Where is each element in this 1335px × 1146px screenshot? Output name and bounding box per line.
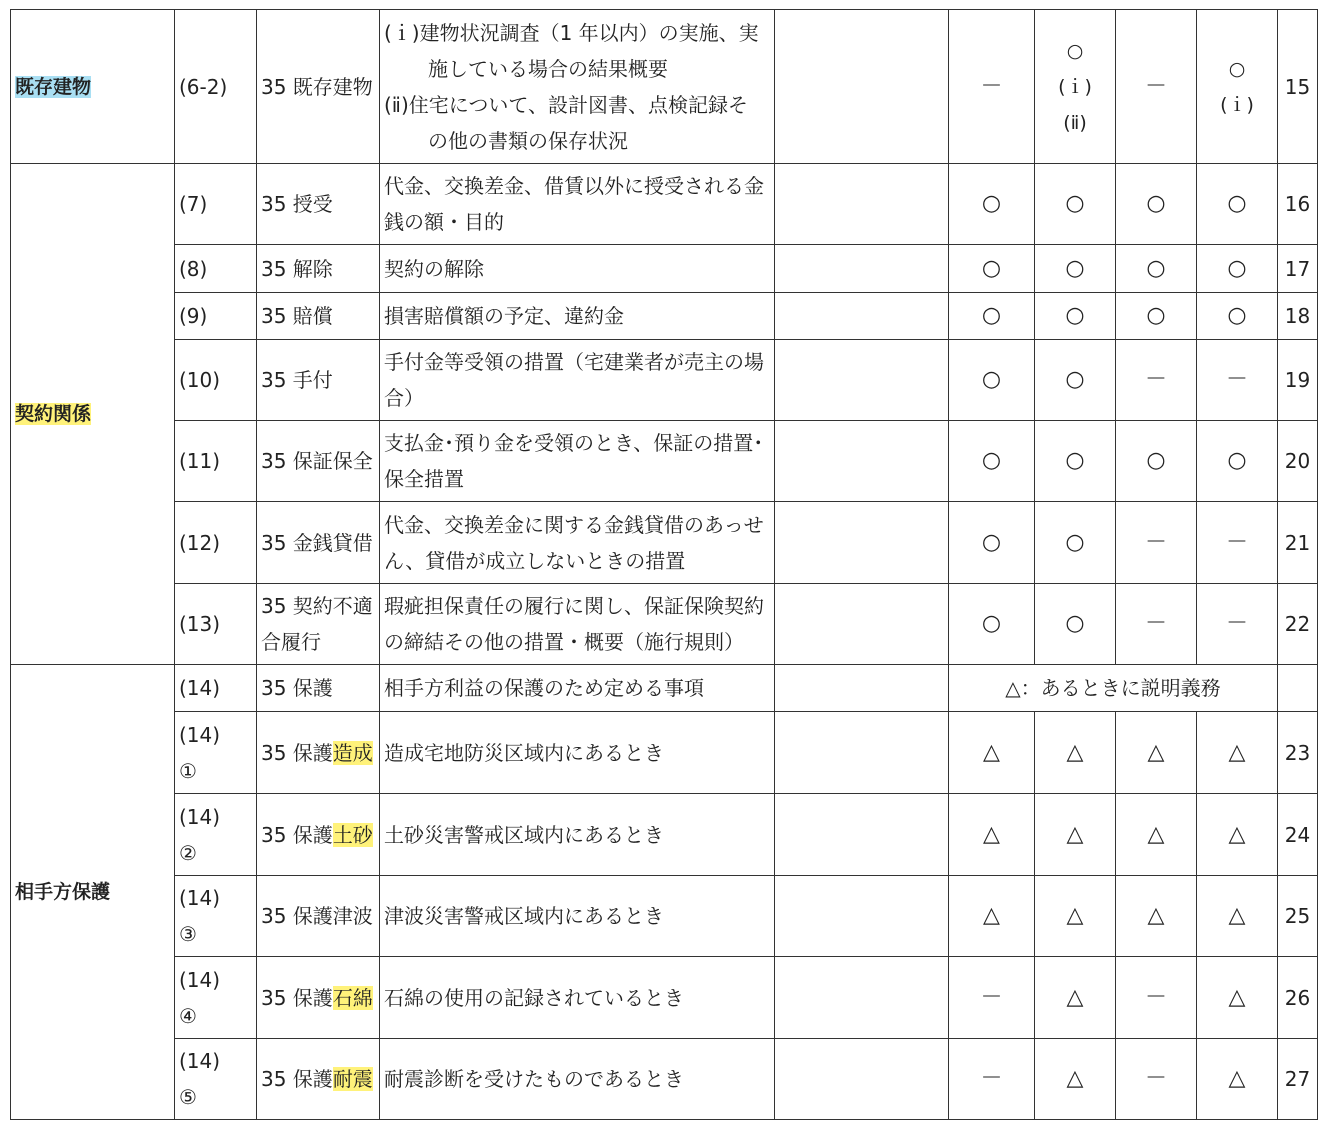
mark-cell: － xyxy=(1197,584,1278,665)
page-number: 21 xyxy=(1278,502,1318,584)
description-cell xyxy=(380,584,775,665)
page-number: 24 xyxy=(1278,794,1318,876)
description-cell xyxy=(380,876,775,957)
description-line: 土砂災害警戒区域内にあるとき xyxy=(384,822,664,847)
blank-cell xyxy=(775,502,949,584)
description-line: (ⅱ)住宅について、設計図書、点検記録そ xyxy=(384,92,748,117)
blank-cell xyxy=(775,584,949,665)
page-number: 27 xyxy=(1278,1039,1318,1120)
mark-cell xyxy=(1035,10,1116,164)
mark-cell: ○ xyxy=(1035,502,1116,584)
description-line: の締結その他の措置・概要（施行規則） xyxy=(384,630,744,654)
mark-cell: － xyxy=(1116,957,1197,1039)
article-highlight: 造成 xyxy=(332,740,373,765)
mark-cell: ○ xyxy=(949,421,1035,502)
mark-cell: － xyxy=(1116,340,1197,421)
article-cell: 35 保証保全 xyxy=(257,421,380,502)
mark-cell: － xyxy=(1197,340,1278,421)
mark-cell: △ xyxy=(1035,957,1116,1039)
mark-cell: △ xyxy=(1035,1039,1116,1120)
category-cell xyxy=(11,10,175,164)
item-number: (14) xyxy=(175,665,257,712)
article-prefix: 35 保護 xyxy=(261,985,333,1010)
description-cell xyxy=(380,293,775,340)
description-line: 手付金等受領の措置（宅建業者が売主の場 xyxy=(384,350,764,374)
table-row xyxy=(11,794,1318,876)
mark-cell: ○ xyxy=(1035,245,1116,293)
item-number: (11) xyxy=(175,421,257,502)
mark-cell: ○ xyxy=(949,502,1035,584)
description-line: の他の書類の保存状況 xyxy=(428,128,628,153)
table-row xyxy=(11,957,1318,1039)
table-row xyxy=(11,340,1318,421)
table-row xyxy=(11,421,1318,502)
item-number-sub: ④ xyxy=(179,1003,197,1028)
mark-cell: ○ xyxy=(1035,340,1116,421)
item-number-sub: ⑤ xyxy=(179,1085,197,1109)
category-label: 契約関係 xyxy=(15,403,92,425)
blank-cell xyxy=(775,665,949,712)
mark-cell: △ xyxy=(1116,794,1197,876)
description-cell xyxy=(380,957,775,1039)
item-number-sub: ③ xyxy=(179,922,197,946)
table-row xyxy=(11,502,1318,584)
article-cell: 35 手付 xyxy=(257,340,380,421)
blank-cell xyxy=(775,876,949,957)
mark-cell: △ xyxy=(1035,712,1116,794)
article-cell: 35 既存建物 xyxy=(257,10,380,164)
mark-cell: － xyxy=(1116,584,1197,665)
item-number: (12) xyxy=(175,502,257,584)
mark-cell: ○ xyxy=(949,164,1035,245)
table-row xyxy=(11,245,1318,293)
mark-cell: － xyxy=(1116,502,1197,584)
mark-cell: － xyxy=(1116,10,1197,164)
article-line: 合履行 xyxy=(261,630,321,654)
article-prefix: 35 保護 xyxy=(261,822,333,847)
category-cell xyxy=(11,665,175,1120)
mark-cell: △ xyxy=(1116,876,1197,957)
mark-cell: ○ xyxy=(949,584,1035,665)
item-number: (9) xyxy=(175,293,257,340)
item-number-sub: ① xyxy=(179,758,197,783)
description-line: 支払金･預り金を受領のとき、保証の措置･ xyxy=(384,431,764,455)
table-row xyxy=(11,1039,1318,1120)
mark-sub: (ｉ) xyxy=(1220,93,1254,116)
mark-cell: ○ xyxy=(949,245,1035,293)
description-line: 損害賠償額の予定、違約金 xyxy=(384,304,624,328)
mark-cell: △ xyxy=(1197,1039,1278,1120)
description-line: 耐震診断を受けたものであるとき xyxy=(384,1067,684,1091)
item-number xyxy=(175,957,257,1039)
mark-cell: △ xyxy=(1197,794,1278,876)
article-cell xyxy=(257,1039,380,1120)
mark-cell: △ xyxy=(1116,712,1197,794)
description-line: (ｉ)建物状況調査（1 年以内）の実施、実 xyxy=(384,20,759,45)
page-number: 23 xyxy=(1278,712,1318,794)
article-prefix: 35 保護 xyxy=(261,740,333,765)
table-row xyxy=(11,164,1318,245)
mark-cell: ○ xyxy=(1035,293,1116,340)
article-highlight: 土砂 xyxy=(332,822,373,847)
category-label: 相手方保護 xyxy=(15,881,111,903)
item-number-sub: ② xyxy=(179,840,197,865)
page-number: 15 xyxy=(1278,10,1318,164)
category-cell xyxy=(11,164,175,665)
item-number-main: (14) xyxy=(179,1049,221,1073)
mark-cell: ○ xyxy=(1116,245,1197,293)
description-line: 石綿の使用の記録されているとき xyxy=(384,985,684,1010)
article-cell xyxy=(257,584,380,665)
item-number-main: (14) xyxy=(179,967,221,992)
blank-cell xyxy=(775,794,949,876)
mark-sub: (ⅱ) xyxy=(1063,111,1087,134)
description-cell xyxy=(380,665,775,712)
mark-cell: － xyxy=(1116,1039,1197,1120)
mark-cell: ○ xyxy=(1035,584,1116,665)
article-highlight: 石綿 xyxy=(332,985,373,1010)
blank-cell xyxy=(775,712,949,794)
page-number: 17 xyxy=(1278,245,1318,293)
mark-cell: ○ xyxy=(1197,421,1278,502)
mark-sub: (ｉ) xyxy=(1058,75,1092,98)
mark-cell: △ xyxy=(949,712,1035,794)
article-cell xyxy=(257,957,380,1039)
description-line: 相手方利益の保護のため定める事項 xyxy=(384,676,704,700)
page-number: 25 xyxy=(1278,876,1318,957)
article-cell: 35 保護津波 xyxy=(257,876,380,957)
table-row xyxy=(11,584,1318,665)
page-number: 19 xyxy=(1278,340,1318,421)
blank-cell xyxy=(775,957,949,1039)
article-cell xyxy=(257,794,380,876)
page-number xyxy=(1278,665,1318,712)
description-cell xyxy=(380,421,775,502)
description-line: ん、貸借が成立しないときの措置 xyxy=(384,548,686,573)
item-number: (7) xyxy=(175,164,257,245)
item-number xyxy=(175,712,257,794)
item-number xyxy=(175,876,257,957)
mark-cell: ○ xyxy=(1197,164,1278,245)
mark-cell: ○ xyxy=(1116,421,1197,502)
category-label: 既存建物 xyxy=(15,75,92,98)
mark-cell: ○ xyxy=(1116,293,1197,340)
item-number-main: (14) xyxy=(179,804,221,829)
mark-cell: ○ xyxy=(1116,164,1197,245)
mark-cell: ○ xyxy=(1197,245,1278,293)
description-cell xyxy=(380,340,775,421)
description-cell xyxy=(380,794,775,876)
table-row xyxy=(11,876,1318,957)
item-number: (10) xyxy=(175,340,257,421)
item-number: (13) xyxy=(175,584,257,665)
article-prefix: 35 保護 xyxy=(261,1067,333,1091)
mark-cell: △ xyxy=(1197,957,1278,1039)
mark-cell: ○ xyxy=(949,340,1035,421)
description-line: 保全措置 xyxy=(384,467,464,491)
mark-cell: ○ xyxy=(1197,293,1278,340)
mark-cell: ○ xyxy=(949,293,1035,340)
article-cell: 35 金銭貸借 xyxy=(257,502,380,584)
mark-symbol: ○ xyxy=(1066,39,1084,62)
mark-cell: △ xyxy=(949,876,1035,957)
item-number-main: (14) xyxy=(179,886,221,910)
item-number: (8) xyxy=(175,245,257,293)
mark-cell: ○ xyxy=(1035,164,1116,245)
table-row xyxy=(11,10,1318,164)
blank-cell xyxy=(775,245,949,293)
description-line: 銭の額・目的 xyxy=(384,210,504,234)
description-cell xyxy=(380,10,775,164)
mark-cell: △ xyxy=(1035,794,1116,876)
description-line: 代金、交換差金、借賃以外に授受される金 xyxy=(384,174,764,198)
blank-cell xyxy=(775,293,949,340)
mark-cell: △ xyxy=(949,794,1035,876)
blank-cell xyxy=(775,340,949,421)
description-line: 施している場合の結果概要 xyxy=(428,56,668,81)
mark-cell: △ xyxy=(1197,712,1278,794)
item-number xyxy=(175,1039,257,1120)
mark-cell: － xyxy=(949,1039,1035,1120)
description-cell xyxy=(380,164,775,245)
item-number: (6-2) xyxy=(175,10,257,164)
mark-symbol: ○ xyxy=(1228,57,1246,80)
description-cell xyxy=(380,502,775,584)
mark-cell: － xyxy=(1197,502,1278,584)
article-cell: 35 賠償 xyxy=(257,293,380,340)
mark-cell: △ xyxy=(1197,876,1278,957)
table-row xyxy=(11,293,1318,340)
article-cell: 35 保護 xyxy=(257,665,380,712)
disclosure-table xyxy=(10,9,1318,1120)
article-highlight: 耐震 xyxy=(332,1067,373,1091)
page-number: 26 xyxy=(1278,957,1318,1039)
mark-cell xyxy=(1197,10,1278,164)
mark-cell: △ xyxy=(1035,876,1116,957)
description-cell xyxy=(380,1039,775,1120)
mark-cell: ○ xyxy=(1035,421,1116,502)
mark-cell: － xyxy=(949,10,1035,164)
description-cell xyxy=(380,245,775,293)
description-cell xyxy=(380,712,775,794)
item-number-main: (14) xyxy=(179,722,221,747)
note-cell: △：あるときに説明義務 xyxy=(949,665,1278,712)
description-line: 契約の解除 xyxy=(384,256,484,281)
description-line: 造成宅地防災区域内にあるとき xyxy=(384,740,664,765)
mark-cell: － xyxy=(949,957,1035,1039)
description-line: 津波災害警戒区域内にあるとき xyxy=(384,904,664,928)
description-line: 代金、交換差金に関する金銭貸借のあっせ xyxy=(384,512,764,537)
item-number xyxy=(175,794,257,876)
article-cell xyxy=(257,712,380,794)
page-number: 20 xyxy=(1278,421,1318,502)
blank-cell xyxy=(775,10,949,164)
article-cell: 35 授受 xyxy=(257,164,380,245)
article-line: 35 契約不適 xyxy=(261,594,373,618)
blank-cell xyxy=(775,164,949,245)
page-number: 16 xyxy=(1278,164,1318,245)
table-row xyxy=(11,712,1318,794)
page-number: 22 xyxy=(1278,584,1318,665)
table-row xyxy=(11,665,1318,712)
page-number: 18 xyxy=(1278,293,1318,340)
article-cell: 35 解除 xyxy=(257,245,380,293)
description-line: 瑕疵担保責任の履行に関し、保証保険契約 xyxy=(384,594,764,618)
description-line: 合） xyxy=(384,386,424,410)
blank-cell xyxy=(775,421,949,502)
blank-cell xyxy=(775,1039,949,1120)
